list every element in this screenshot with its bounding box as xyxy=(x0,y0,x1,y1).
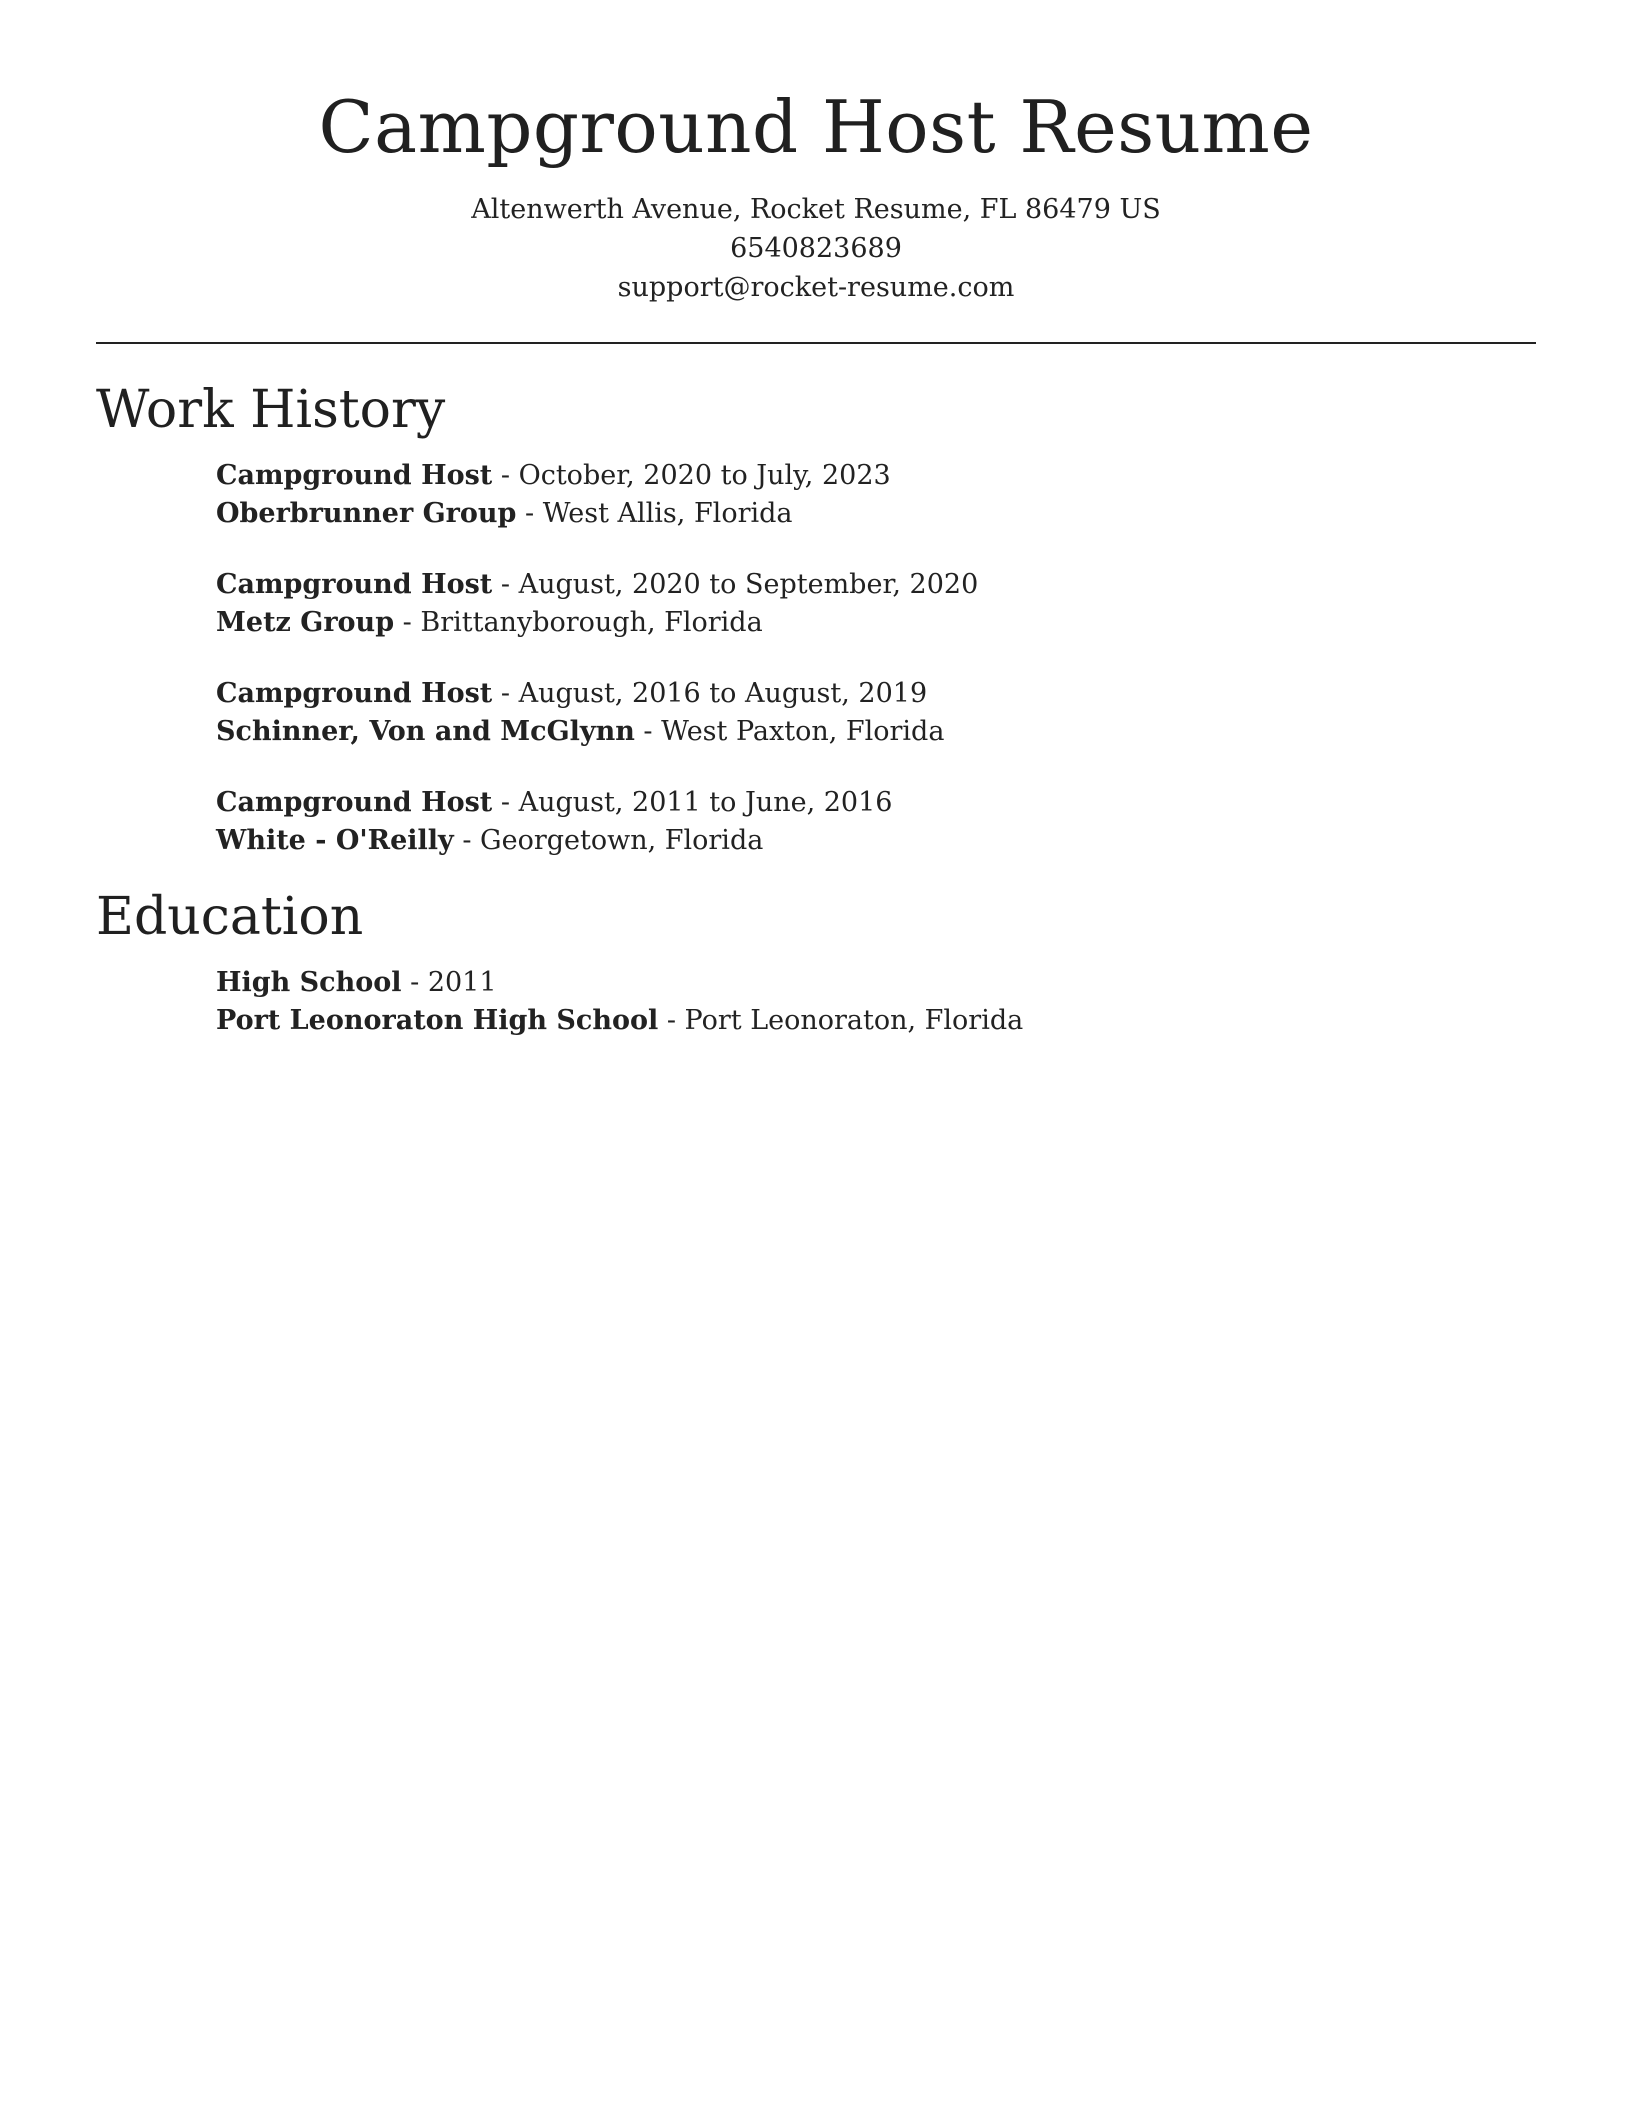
work-entry-title-line xyxy=(216,457,891,495)
job-title: Campground Host xyxy=(216,569,493,600)
separator: - xyxy=(492,569,519,600)
education-entry xyxy=(216,964,1023,1040)
school-name: Port Leonoraton High School xyxy=(216,1005,659,1036)
work-entry-company-line xyxy=(216,495,891,533)
separator: - xyxy=(453,825,481,856)
work-entry-title-line xyxy=(216,784,892,822)
work-entry-company-line xyxy=(216,822,892,860)
separator: - xyxy=(492,460,519,491)
work-entry xyxy=(216,457,891,533)
job-title: Campground Host xyxy=(216,678,493,709)
education-heading: Education xyxy=(96,887,364,947)
work-entry xyxy=(216,566,978,642)
job-title: Campground Host xyxy=(216,460,493,491)
job-location: Georgetown, Florida xyxy=(480,825,764,856)
separator: - xyxy=(401,967,428,998)
company-name: Metz Group xyxy=(216,607,395,638)
graduation-year: 2011 xyxy=(427,967,497,998)
job-dates: August, 2016 to August, 2019 xyxy=(518,678,928,709)
contact-email: support@rocket-resume.com xyxy=(617,272,1015,303)
job-title: Campground Host xyxy=(216,787,493,818)
work-entry-title-line xyxy=(216,566,978,604)
company-name: Oberbrunner Group xyxy=(216,498,517,529)
job-location: West Allis, Florida xyxy=(542,498,793,529)
education-entry-school-line xyxy=(216,1002,1023,1040)
work-entry-company-line xyxy=(216,713,944,751)
work-history-heading: Work History xyxy=(96,380,446,440)
job-location: West Paxton, Florida xyxy=(661,716,945,747)
degree: High School xyxy=(216,967,402,998)
education-entry-degree-line xyxy=(216,964,1023,1002)
job-dates: August, 2011 to June, 2016 xyxy=(518,787,893,818)
page-title: Campground Host Resume xyxy=(318,85,1314,169)
job-dates: August, 2020 to September, 2020 xyxy=(518,569,979,600)
company-name: Schinner, Von and McGlynn xyxy=(216,716,635,747)
job-location: Brittanyborough, Florida xyxy=(420,607,763,638)
separator: - xyxy=(492,787,519,818)
separator: - xyxy=(634,716,662,747)
resume-header xyxy=(0,84,1632,307)
contact-address: Altenwerth Avenue, Rocket Resume, FL 86479 US xyxy=(471,194,1161,225)
separator: - xyxy=(394,607,421,638)
separator: - xyxy=(516,498,543,529)
company-name: White - O'Reilly xyxy=(216,825,454,856)
work-entry xyxy=(216,784,892,860)
work-entry xyxy=(216,675,944,751)
header-divider xyxy=(96,342,1536,344)
job-dates: October, 2020 to July, 2023 xyxy=(518,460,891,491)
separator: - xyxy=(492,678,519,709)
contact-info xyxy=(0,190,1632,307)
work-entry-company-line xyxy=(216,604,978,642)
school-location: Port Leonoraton, Florida xyxy=(684,1005,1024,1036)
work-entry-title-line xyxy=(216,675,944,713)
separator: - xyxy=(658,1005,685,1036)
contact-phone: 6540823689 xyxy=(730,233,902,264)
